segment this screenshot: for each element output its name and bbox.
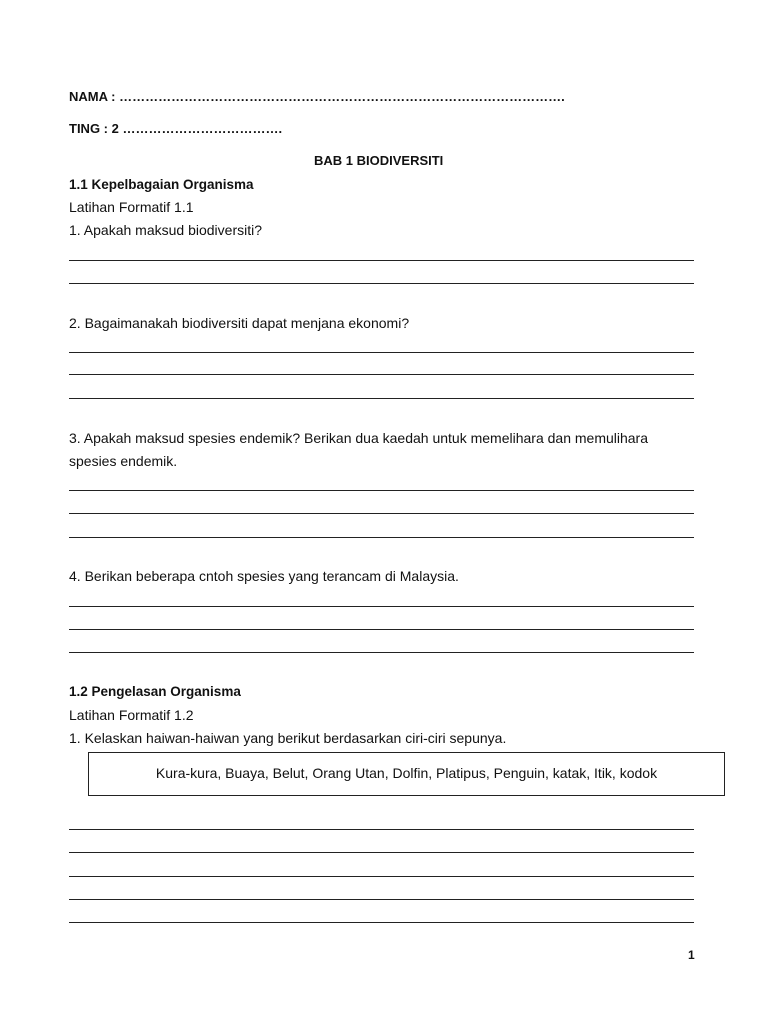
animal-list-box xyxy=(88,752,725,796)
answer-line xyxy=(69,283,694,284)
answer-line xyxy=(69,629,694,630)
answer-line xyxy=(69,398,694,399)
page-number: 1 xyxy=(688,948,695,962)
answer-line xyxy=(69,852,694,853)
question-2-1: 1. Kelaskan haiwan-haiwan yang berikut berdasarkan ciri-ciri sepunya. xyxy=(69,730,507,746)
nama-field: NAMA : …………………………………………………………………………………………. xyxy=(69,89,565,104)
section-1-exercise-label: Latihan Formatif 1.1 xyxy=(69,199,194,215)
answer-line xyxy=(69,374,694,375)
answer-line xyxy=(69,922,694,923)
question-1-3-line-1: 3. Apakah maksud spesies endemik? Berikan dua kaedah untuk memelihara dan memulihara xyxy=(69,430,649,446)
answer-line xyxy=(69,652,694,653)
answer-line xyxy=(69,352,694,353)
question-1-1: 1. Apakah maksud biodiversiti? xyxy=(69,222,262,238)
section-2-exercise-label: Latihan Formatif 1.2 xyxy=(69,707,194,723)
animal-list: Kura-kura, Buaya, Belut, Orang Utan, Dolfin, Platipus, Penguin, katak, Itik, kodok xyxy=(155,765,658,781)
question-1-4: 4. Berikan beberapa cntoh spesies yang terancam di Malaysia. xyxy=(69,568,459,584)
answer-line xyxy=(69,260,694,261)
answer-line xyxy=(69,490,694,491)
ting-field: TING : 2 ………………………………. xyxy=(69,121,283,136)
chapter-title: BAB 1 BIODIVERSITI xyxy=(314,153,444,168)
question-1-2: 2. Bagaimanakah biodiversiti dapat menjana ekonomi? xyxy=(69,315,410,331)
section-2-heading: 1.2 Pengelasan Organisma xyxy=(69,684,241,699)
answer-line xyxy=(69,876,694,877)
answer-line xyxy=(69,899,694,900)
answer-line xyxy=(69,606,694,607)
answer-line xyxy=(69,829,694,830)
answer-line xyxy=(69,513,694,514)
answer-line xyxy=(69,537,694,538)
section-1-heading: 1.1 Kepelbagaian Organisma xyxy=(69,177,254,192)
question-1-3-line-2: spesies endemik. xyxy=(69,453,178,469)
